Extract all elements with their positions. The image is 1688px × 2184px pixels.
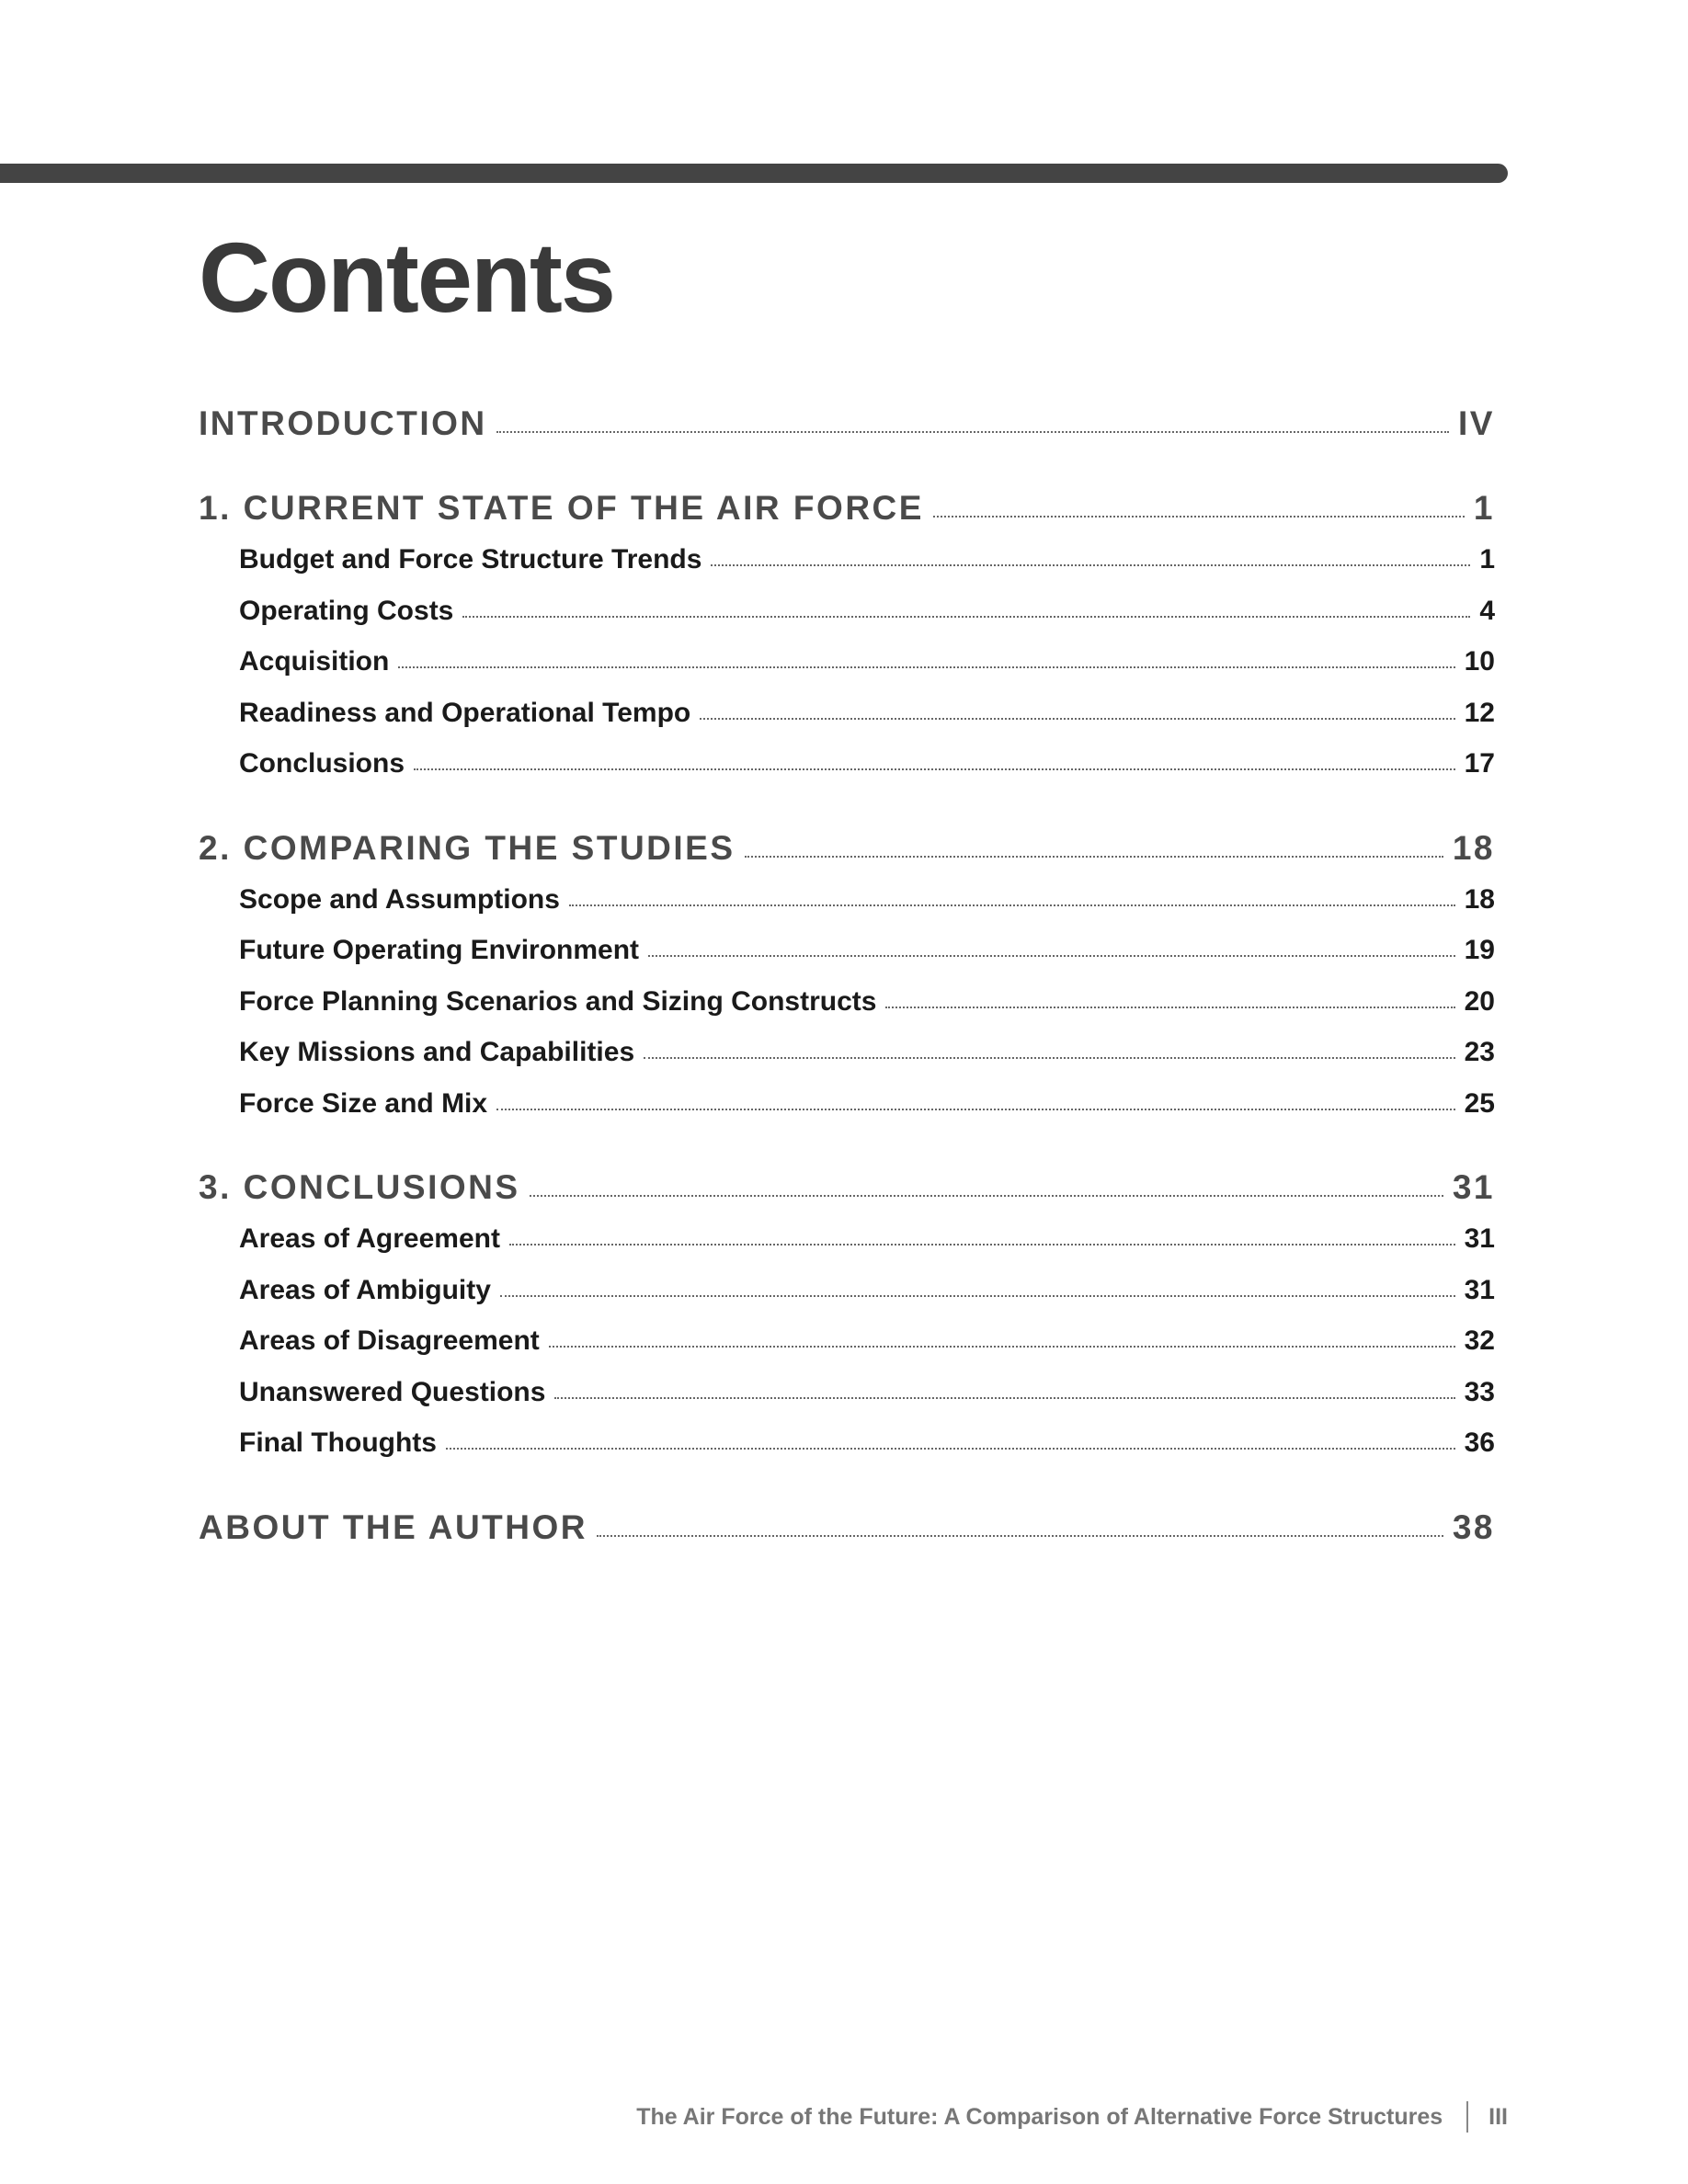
toc-entry-key-missions-and-capabilities[interactable] <box>199 1037 1495 1088</box>
top-rule <box>0 164 1508 183</box>
toc-item-label: Key Missions and Capabilities <box>239 1037 635 1067</box>
toc-page-number: 18 <box>1452 828 1495 867</box>
toc-leader <box>496 431 1449 433</box>
toc-entry-future-operating-environment[interactable] <box>199 935 1495 986</box>
toc-page-number: 31 <box>1464 1274 1495 1305</box>
footer-page-number: III <box>1488 2103 1508 2130</box>
toc-leader <box>462 616 1470 618</box>
toc-heading-label: INTRODUCTION <box>199 404 487 442</box>
toc-heading-label: 3. CONCLUSIONS <box>199 1168 520 1206</box>
toc-page-number: 17 <box>1464 748 1495 779</box>
toc-entry-scope-and-assumptions[interactable] <box>199 884 1495 936</box>
toc-item-label: Areas of Agreement <box>239 1223 500 1254</box>
toc-leader <box>885 1007 1454 1008</box>
toc-entry-chapter-1[interactable] <box>199 489 1495 544</box>
toc-page-number: IV <box>1458 404 1495 442</box>
toc-heading-label: ABOUT THE AUTHOR <box>199 1507 587 1546</box>
toc-item-label: Future Operating Environment <box>239 935 640 965</box>
toc-entry-operating-costs[interactable] <box>199 596 1495 647</box>
toc-leader <box>496 1109 1455 1110</box>
toc-entry-introduction[interactable] <box>199 404 1495 460</box>
toc-leader <box>933 516 1465 518</box>
toc-leader <box>549 1346 1455 1348</box>
toc-entry-areas-of-disagreement[interactable] <box>199 1325 1495 1377</box>
toc-entry-force-planning-scenarios[interactable] <box>199 986 1495 1038</box>
toc-item-label: Readiness and Operational Tempo <box>239 697 691 728</box>
toc-page-number: 4 <box>1479 595 1495 626</box>
toc-page-number: 33 <box>1464 1376 1495 1407</box>
toc-entry-unanswered-questions[interactable] <box>199 1377 1495 1428</box>
toc-entry-final-thoughts[interactable] <box>199 1428 1495 1479</box>
toc-page-number: 19 <box>1464 935 1495 965</box>
toc-item-label: Unanswered Questions <box>239 1376 546 1407</box>
toc-item-label: Areas of Disagreement <box>239 1325 540 1356</box>
toc-heading-label: 2. COMPARING THE STUDIES <box>199 828 736 867</box>
toc-item-label: Budget and Force Structure Trends <box>239 544 702 574</box>
toc-leader <box>700 718 1454 720</box>
toc-item-label: Acquisition <box>239 646 390 677</box>
toc-page-number: 1 <box>1479 544 1495 574</box>
toc-leader <box>644 1057 1455 1059</box>
toc-entry-about-the-author[interactable] <box>199 1508 1495 1564</box>
toc-page-number: 23 <box>1464 1037 1495 1067</box>
toc-page-number: 36 <box>1464 1428 1495 1458</box>
toc-page-number: 32 <box>1464 1325 1495 1356</box>
toc-item-label: Force Planning Scenarios and Sizing Constructs <box>239 985 877 1017</box>
toc-entry-chapter-2[interactable] <box>199 829 1495 884</box>
page-title: Contents <box>199 222 614 333</box>
toc-page-number: 18 <box>1464 883 1495 915</box>
toc-entry-force-size-and-mix[interactable] <box>199 1088 1495 1140</box>
toc-page-number: 31 <box>1452 1168 1495 1206</box>
toc-page-number: 38 <box>1452 1507 1495 1546</box>
toc-heading-label: 1. CURRENT STATE OF THE AIR FORCE <box>199 489 924 527</box>
toc-leader <box>569 904 1455 906</box>
toc-page-number: 25 <box>1464 1087 1495 1119</box>
toc-page-number: 10 <box>1464 646 1495 677</box>
toc-leader <box>414 768 1455 770</box>
toc-leader <box>509 1244 1455 1246</box>
toc-leader <box>711 564 1470 566</box>
footer-divider <box>1466 2101 1468 2133</box>
toc-item-label: Operating Costs <box>239 595 454 626</box>
toc-entry-areas-of-agreement[interactable] <box>199 1223 1495 1275</box>
toc-item-label: Areas of Ambiguity <box>239 1274 491 1305</box>
page-footer <box>636 2101 1508 2133</box>
toc-leader <box>597 1535 1443 1537</box>
table-of-contents <box>199 404 1495 1564</box>
toc-leader <box>530 1195 1443 1197</box>
toc-entry-conclusions[interactable] <box>199 748 1495 800</box>
toc-entry-chapter-3[interactable] <box>199 1168 1495 1223</box>
toc-entry-areas-of-ambiguity[interactable] <box>199 1275 1495 1326</box>
toc-entry-readiness-and-operational-tempo[interactable] <box>199 698 1495 749</box>
toc-leader <box>648 955 1455 957</box>
toc-entry-acquisition[interactable] <box>199 646 1495 698</box>
toc-leader <box>446 1448 1455 1450</box>
toc-page-number: 31 <box>1464 1223 1495 1254</box>
toc-item-label: Final Thoughts <box>239 1428 437 1458</box>
toc-leader <box>745 856 1443 858</box>
toc-page-number: 1 <box>1473 489 1495 527</box>
toc-page-number: 20 <box>1464 985 1495 1017</box>
toc-page-number: 12 <box>1464 697 1495 728</box>
toc-entry-budget-and-force-structure-trends[interactable] <box>199 544 1495 596</box>
toc-item-label: Conclusions <box>239 748 405 779</box>
toc-leader <box>398 666 1454 668</box>
toc-item-label: Force Size and Mix <box>239 1087 488 1119</box>
footer-document-title: The Air Force of the Future: A Comparison of Alternative Force Structures <box>636 2103 1443 2130</box>
toc-leader <box>500 1295 1455 1297</box>
toc-leader <box>554 1397 1454 1399</box>
toc-item-label: Scope and Assumptions <box>239 883 560 915</box>
